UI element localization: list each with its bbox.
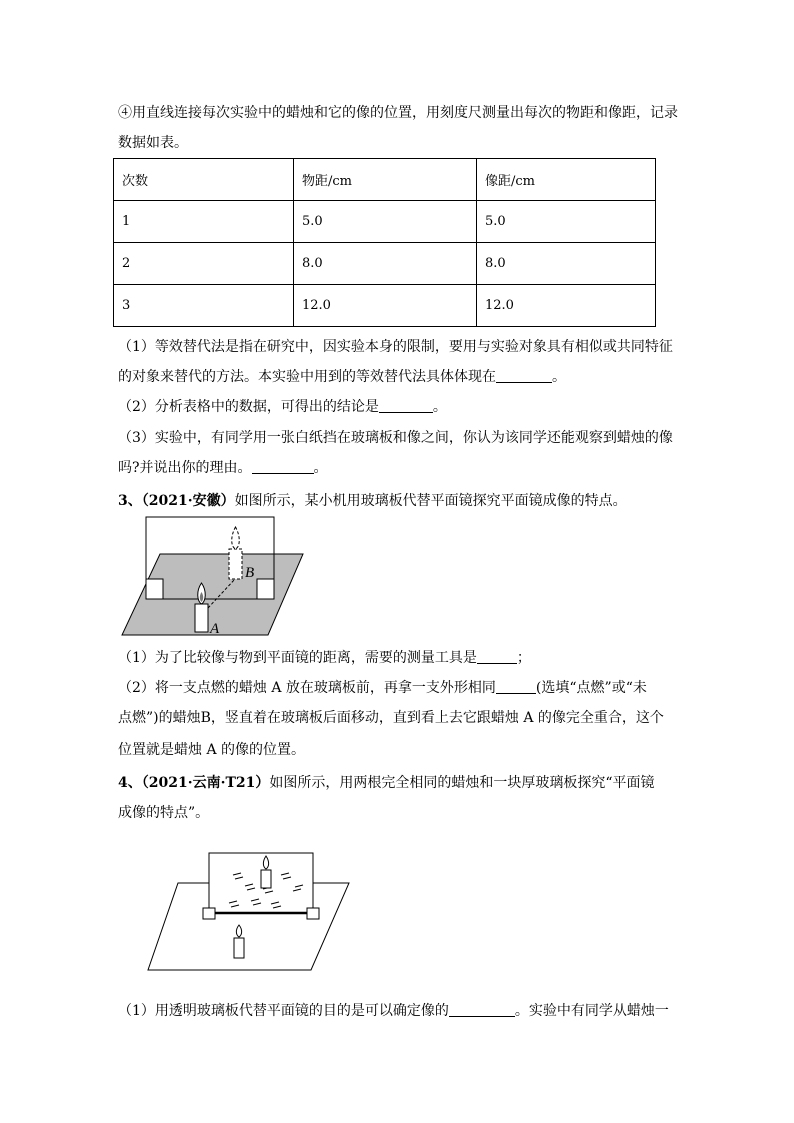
q4-experiment-figure bbox=[145, 848, 355, 976]
q3-part2-line1 bbox=[118, 678, 678, 698]
table-cell: 5.0 bbox=[294, 201, 477, 243]
table-cell: 12.0 bbox=[294, 285, 477, 327]
candle-front bbox=[234, 938, 244, 958]
data-table bbox=[113, 158, 656, 327]
answer-blank[interactable] bbox=[496, 368, 552, 383]
q4-number: 4、 bbox=[118, 775, 142, 791]
candle-image bbox=[261, 870, 271, 888]
label-b: B bbox=[245, 565, 255, 581]
q3-part2-text-b: (选填“点燃”或“未 bbox=[535, 680, 647, 696]
q3-source: （2021·安徽） bbox=[141, 493, 235, 509]
q2-part1-line1: （1）等效替代法是指在研究中，因实验本身的限制，要用与实验对象具有相似或共同特征 bbox=[118, 339, 673, 355]
table-header-row bbox=[114, 159, 656, 201]
header-cell: 像距/cm bbox=[477, 159, 656, 201]
q4-heading-line2: 成像的特点”。 bbox=[118, 805, 210, 821]
answer-blank[interactable] bbox=[252, 459, 314, 474]
q2-part1-end: 。 bbox=[552, 369, 566, 385]
q4-part1-text-b: 。实验中有同学从蜡烛一 bbox=[514, 1003, 669, 1019]
table-row bbox=[114, 285, 656, 327]
q3-heading bbox=[118, 491, 678, 511]
answer-blank[interactable] bbox=[477, 649, 517, 664]
label-a: A bbox=[210, 621, 220, 637]
answer-blank[interactable] bbox=[449, 1002, 515, 1017]
answer-blank[interactable] bbox=[496, 679, 536, 694]
intro-line-1: ④用直线连接每次实验中的蜡烛和它的像的位置，用刻度尺测量出每次的物距和像距，记录 bbox=[118, 105, 678, 121]
q2-part3-line2 bbox=[118, 458, 678, 478]
table-cell: 8.0 bbox=[477, 243, 656, 285]
table-row bbox=[114, 243, 656, 285]
table-cell: 3 bbox=[114, 285, 294, 327]
table-cell: 8.0 bbox=[294, 243, 477, 285]
support-block-right bbox=[257, 579, 274, 599]
q2-part1-line2 bbox=[118, 367, 678, 387]
q3-part1-end: ； bbox=[516, 650, 531, 666]
q2-part3-text: 吗?并说出你的理由。 bbox=[118, 460, 252, 476]
q3-experiment-figure bbox=[118, 513, 308, 641]
table-row bbox=[114, 201, 656, 243]
support-block-left bbox=[203, 908, 215, 919]
header-cell: 物距/cm bbox=[294, 159, 477, 201]
q3-part1-text: （1）为了比较像与物到平面镜的距离，需要的测量工具是 bbox=[118, 650, 477, 666]
table-cell: 2 bbox=[114, 243, 294, 285]
q4-text: 如图所示，用两根完全相同的蜡烛和一块厚玻璃板探究“平面镜 bbox=[269, 775, 655, 791]
q2-part3-end: 。 bbox=[313, 460, 328, 476]
flame-b bbox=[232, 527, 240, 549]
support-block-left bbox=[146, 579, 163, 599]
q2-part1-text: 的对象来替代的方法。本实验中用到的等效替代法具体体现在 bbox=[118, 369, 496, 385]
table-cell: 1 bbox=[114, 201, 294, 243]
intro-line-2: 数据如表。 bbox=[118, 135, 188, 151]
q4-source: （2021·云南·T21） bbox=[141, 775, 270, 791]
answer-blank[interactable] bbox=[379, 398, 433, 413]
q2-part3-line1: （3）实验中，有同学用一张白纸挡在玻璃板和像之间，你认为该同学还能观察到蜡烛的像 bbox=[118, 430, 673, 446]
q3-part2-text-a: （2）将一支点燃的蜡烛 A 放在玻璃板前，再拿一支外形相同 bbox=[118, 680, 496, 696]
q2-part2-text: （2）分析表格中的数据，可得出的结论是 bbox=[118, 399, 379, 415]
q3-part2-line3: 位置就是蜡烛 A 的像的位置。 bbox=[118, 742, 306, 758]
q3-number: 3、 bbox=[118, 493, 142, 509]
q4-part1-text-a: （1）用透明玻璃板代替平面镜的目的是可以确定像的 bbox=[118, 1003, 449, 1019]
q3-text: 如图所示，某小机用玻璃板代替平面镜探究平面镜成像的特点。 bbox=[234, 493, 627, 509]
q3-part1 bbox=[118, 648, 678, 668]
q4-part1 bbox=[118, 1001, 678, 1021]
q3-part2-line2: 点燃”)的蜡烛B，竖直着在玻璃板后面移动，直到看上去它跟蜡烛 A 的像完全重合，这个 bbox=[118, 710, 664, 726]
q4-heading bbox=[118, 773, 678, 793]
q2-part2 bbox=[118, 397, 678, 417]
candle-b bbox=[229, 549, 242, 579]
support-block-right bbox=[307, 908, 319, 919]
candle-a bbox=[195, 604, 208, 632]
header-cell: 次数 bbox=[114, 159, 294, 201]
table-cell: 5.0 bbox=[477, 201, 656, 243]
q2-part2-end: 。 bbox=[432, 399, 447, 415]
table-cell: 12.0 bbox=[477, 285, 656, 327]
